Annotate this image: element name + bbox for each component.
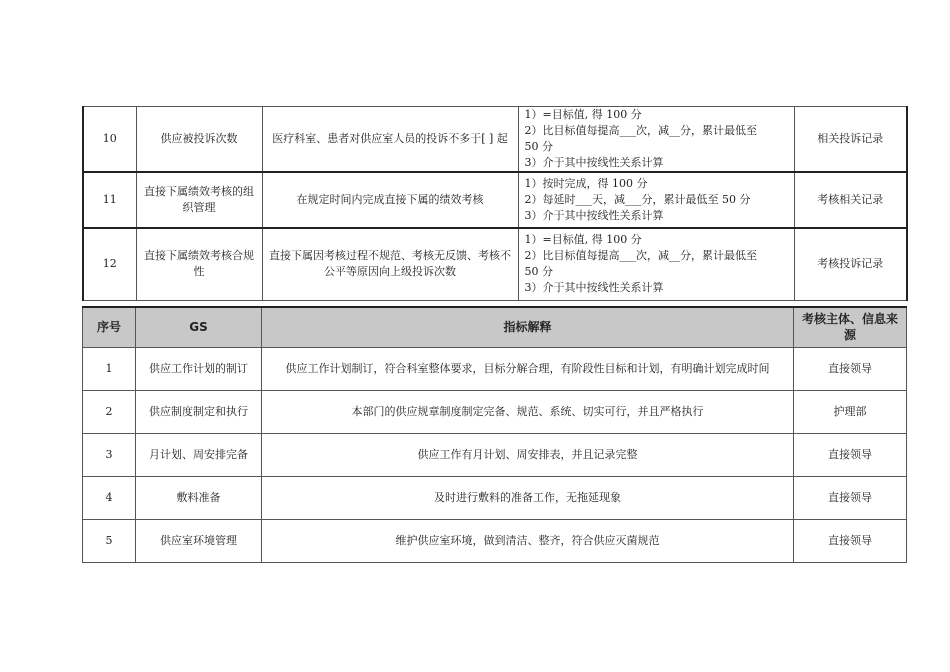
kpi-name: 月计划、周安排完备: [136, 433, 262, 476]
kpi-explanation: 本部门的供应规章制度制定完备、规范、系统、切实可行，并且严格执行: [262, 390, 794, 433]
kpi-name: 直接下属绩效考核合规性: [136, 228, 262, 300]
row-number: 12: [83, 228, 136, 300]
info-source: 直接领导: [794, 433, 907, 476]
criteria-line: 2）比目标值每提高___次，减__分，累计最低至: [524, 249, 757, 263]
kpi-description: 医疗科室、患者对供应室人员的投诉不多于[ ] 起: [262, 107, 518, 173]
criteria-line: 1）=目标值, 得 100 分: [524, 233, 642, 247]
info-source: 直接领导: [794, 476, 907, 519]
kpi-name: 供应制度制定和执行: [136, 390, 262, 433]
scoring-criteria: [518, 228, 794, 300]
kpi-name: 直接下属绩效考核的组织管理: [136, 172, 262, 228]
table-row: [83, 519, 907, 562]
table-row: [83, 347, 907, 390]
table-row: [83, 433, 907, 476]
row-number: 3: [83, 433, 136, 476]
kpi-table-continued: [82, 106, 908, 301]
info-source: 护理部: [794, 390, 907, 433]
table-row: [83, 390, 907, 433]
info-source: 考核投诉记录: [794, 228, 907, 300]
table-row: [83, 107, 907, 173]
scoring-criteria: [518, 107, 794, 173]
row-number: 11: [83, 172, 136, 228]
criteria-line: 2）每延时___天，减___分，累计最低至 50 分: [524, 193, 751, 206]
table-header-row: [83, 307, 907, 347]
kpi-explanation: 维护供应室环境，做到清洁、整齐，符合供应灭菌规范: [262, 519, 794, 562]
criteria-line: 2）比目标值每提高___次，减__分，累计最低至: [524, 124, 757, 137]
info-source: 考核相关记录: [794, 172, 907, 228]
kpi-explanation: 及时进行敷料的准备工作，无拖延现象: [262, 476, 794, 519]
kpi-name: 供应工作计划的制订: [136, 347, 262, 390]
criteria-line: 3）介于其中按线性关系计算: [524, 209, 664, 222]
kpi-name: 敷料准备: [136, 476, 262, 519]
kpi-table: [82, 306, 907, 563]
header-source: 考核主体、信息来源: [794, 307, 907, 347]
kpi-description: 在规定时间内完成直接下属的绩效考核: [262, 172, 518, 228]
kpi-explanation: 供应工作有月计划、周安排表，并且记录完整: [262, 433, 794, 476]
criteria-line: 3）介于其中按线性关系计算: [524, 281, 664, 295]
kpi-name: 供应被投诉次数: [136, 107, 262, 173]
table-row: [83, 228, 907, 300]
scoring-criteria: [518, 172, 794, 228]
row-number: 10: [83, 107, 136, 173]
criteria-line: 50 分: [524, 140, 553, 153]
info-source: 直接领导: [794, 519, 907, 562]
table-row: [83, 476, 907, 519]
criteria-line: 1）按时完成，得 100 分: [524, 177, 648, 190]
header-no: 序号: [83, 307, 136, 347]
criteria-line: 3）介于其中按线性关系计算: [524, 156, 664, 169]
info-source: 直接领导: [794, 347, 907, 390]
kpi-description: 直接下属因考核过程不规范、考核无反馈、考核不公平等原因向上级投诉次数: [262, 228, 518, 300]
header-gs: GS: [136, 307, 262, 347]
criteria-line: 50 分: [524, 265, 553, 279]
row-number: 5: [83, 519, 136, 562]
row-number: 2: [83, 390, 136, 433]
row-number: 4: [83, 476, 136, 519]
table-row: [83, 172, 907, 228]
header-explain: 指标解释: [262, 307, 794, 347]
kpi-name: 供应室环境管理: [136, 519, 262, 562]
kpi-explanation: 供应工作计划制订，符合科室整体要求，目标分解合理，有阶段性目标和计划，有明确计划完成时间: [262, 347, 794, 390]
criteria-line: 1）=目标值, 得 100 分: [524, 108, 642, 121]
info-source: 相关投诉记录: [794, 107, 907, 173]
row-number: 1: [83, 347, 136, 390]
